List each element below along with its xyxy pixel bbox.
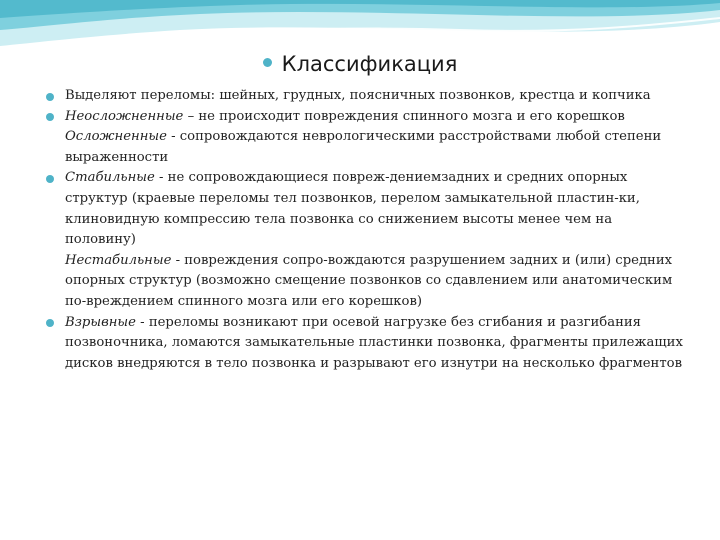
slide-content [44, 86, 684, 374]
list-item [44, 127, 684, 168]
item-term: Стабильные [65, 170, 155, 186]
slide-title-text: Классификация [281, 52, 458, 76]
bullet-icon [46, 319, 54, 327]
list-item [44, 313, 684, 375]
item-text: - не сопровождающиеся повреж-дениемзадних и средних опорных структур (краевые переломы тел позвонков, перелом замыкательной пластин-ки, клиновидную компрессию тела позвонка со снижением высоты менее чем на половину) [65, 170, 640, 248]
item-text: - переломы возникают при осевой нагрузке без сгибания и разгибания позвоночника, ломаются замыкательные пластинки позвонка, фрагменты прилежащих дисков внедряются в тело позвонка и разрывают его изнутри на несколько фрагментов [65, 314, 683, 371]
item-text: – не происходит повреждения спинного мозга и его корешков [183, 108, 625, 124]
item-text: - сопровождаются неврологическими расстройствами любой степени выраженности [65, 129, 662, 165]
list-item [44, 251, 684, 313]
bullet-icon [46, 113, 54, 121]
item-term: Взрывные [65, 314, 136, 330]
slide-title [0, 52, 720, 76]
item-text: Выделяют переломы: шейных, грудных, поясничных позвонков, крестца и копчика [65, 88, 651, 103]
list-item [44, 86, 684, 107]
list-item [44, 107, 684, 128]
bullet-icon [46, 93, 54, 101]
title-bullet-icon [263, 58, 272, 67]
list-item [44, 168, 684, 250]
item-term: Неосложненные [65, 108, 184, 124]
bullet-icon [46, 175, 54, 183]
item-term: Нестабильные [65, 252, 172, 268]
item-term: Осложненные [65, 129, 167, 145]
item-text: - повреждения сопро-вождаются разрушением задних и (или) средних опорных структур (возможно смещение позвонков со сдавлением или анатомическим по-вреждением спинного мозга или его корешков) [65, 252, 673, 309]
